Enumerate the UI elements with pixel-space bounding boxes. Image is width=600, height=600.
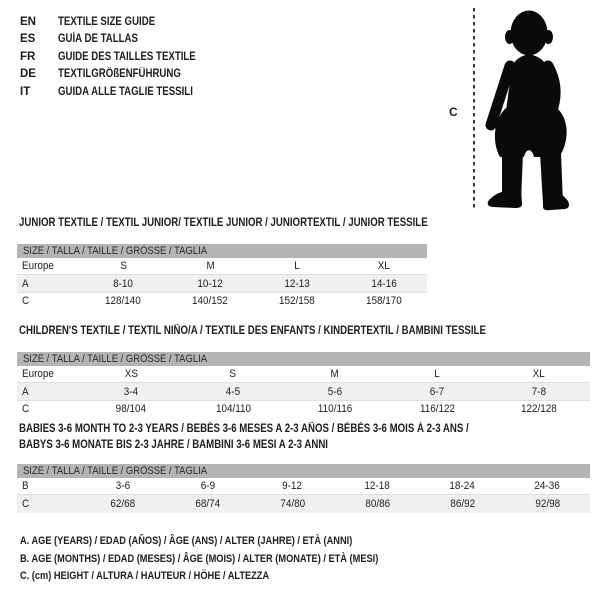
size-cell: 12-18	[364, 480, 391, 493]
table-row	[17, 366, 590, 383]
size-cell: L	[294, 260, 300, 273]
size-cell: XS	[124, 368, 138, 381]
language-code: IT	[20, 85, 31, 98]
table-row	[17, 478, 590, 495]
size-cell: 5-6	[327, 385, 343, 398]
language-code: DE	[20, 68, 36, 81]
height-measure-dashed-line	[473, 8, 475, 209]
table-row	[17, 401, 590, 418]
size-cell: 4-5	[225, 385, 241, 398]
table-header-label: SIZE / TALLA / TAILLE / GRÖSSE / TAGLIA	[23, 465, 208, 477]
size-cell: 10-12	[197, 277, 223, 290]
language-title: TEXTILE SIZE GUIDE	[58, 15, 156, 28]
language-row	[20, 83, 222, 101]
table-row	[17, 293, 427, 310]
table-header-bar	[17, 352, 590, 366]
language-list	[20, 13, 222, 101]
table-title-line: BABIES 3-6 MONTH TO 2-3 YEARS / BEBÉS 3-6 MESES A 2-3 AÑOS / BÉBÉS 3-6 MOIS À 2-3 ANS /	[19, 423, 469, 435]
language-title: GUÍA DE TALLAS	[58, 33, 138, 46]
table-title-line: CHILDREN'S TEXTILE / TEXTIL NIÑO/A / TEXTILE DES ENFANTS / KINDERTEXTIL / BAMBINI TESSILE	[19, 325, 486, 337]
size-cell: 110/116	[317, 403, 353, 416]
table-row	[17, 275, 427, 292]
table-title-line: BABYS 3-6 MONATE BIS 2-3 JAHRE / BAMBINI 3-6 MESI A 2-3 ANNI	[19, 439, 328, 451]
language-code: EN	[20, 15, 36, 28]
size-cell: 92/98	[535, 498, 560, 511]
table-row	[17, 258, 427, 275]
size-cell: 9-12	[282, 480, 303, 493]
table-title	[17, 421, 590, 453]
size-cell: 18-24	[449, 480, 476, 493]
size-cell: 6-9	[200, 480, 215, 493]
table-title	[17, 215, 427, 231]
legend-line: B. AGE (MONTHS) / EDAD (MESES) / ÂGE (MOIS) / ALTER (MONATE) / ETÀ (MESI)	[20, 552, 379, 565]
junior-size-table	[17, 215, 427, 310]
legend-line: A. AGE (YEARS) / EDAD (AÑOS) / ÂGE (ANS) / ALTER (JAHRE) / ETÀ (ANNI)	[20, 535, 353, 547]
row-label: Europe	[22, 368, 54, 381]
row-label: Europe	[22, 260, 54, 273]
table-row	[17, 383, 590, 400]
size-cell: 152/158	[278, 295, 315, 308]
size-cell: 8-10	[113, 277, 134, 290]
size-cell: XL	[532, 368, 546, 381]
size-cell: 3-6	[115, 480, 130, 493]
size-cell: 98/104	[115, 403, 147, 416]
legend-line: C. (cm) HEIGHT / ALTURA / HAUTEUR / HÖHE / ALTEZZA	[20, 570, 270, 583]
size-cell: 3-4	[123, 385, 139, 398]
size-cell: 7-8	[531, 385, 547, 398]
size-cell: 80/86	[365, 498, 390, 511]
language-code: ES	[20, 33, 36, 46]
language-title: GUIDE DES TAILLES TEXTILE	[58, 50, 196, 63]
height-measure-label: C	[449, 105, 458, 119]
table-title-line: JUNIOR TEXTILE / TEXTIL JUNIOR/ TEXTILE JUNIOR / JUNIORTEXTIL / JUNIOR TESSILE	[19, 217, 428, 229]
row-label: A	[22, 277, 29, 290]
table-row	[17, 495, 590, 512]
table-title	[17, 323, 590, 339]
size-cell: 104/110	[215, 403, 251, 416]
table-header-label: SIZE / TALLA / TAILLE / GRÖSSE / TAGLIA	[23, 353, 208, 365]
size-cell: 12-13	[284, 277, 310, 290]
language-code: FR	[20, 50, 36, 63]
language-row	[20, 13, 222, 31]
size-cell: M	[205, 260, 215, 273]
row-label: C	[22, 295, 30, 308]
size-cell: XL	[377, 260, 390, 273]
size-cell: 6-7	[429, 385, 445, 398]
table-header-bar	[17, 244, 427, 258]
size-cell: 158/170	[365, 295, 402, 308]
language-title: GUIDA ALLE TAGLIE TESSILI	[58, 85, 193, 98]
size-cell: M	[330, 368, 340, 381]
size-cell: S	[120, 260, 127, 273]
row-label: A	[22, 385, 29, 398]
children-size-table	[17, 323, 590, 418]
babies-size-table	[17, 421, 590, 513]
size-cell: 74/80	[280, 498, 305, 511]
size-cell: 140/152	[192, 295, 229, 308]
toddler-silhouette-icon	[480, 6, 580, 214]
table-header-label: SIZE / TALLA / TAILLE / GRÖSSE / TAGLIA	[23, 245, 208, 257]
size-cell: 62/68	[110, 498, 135, 511]
language-row	[20, 66, 222, 84]
size-cell: 122/128	[521, 403, 557, 416]
measurement-legend	[20, 533, 447, 586]
size-cell: S	[229, 368, 237, 381]
row-label: C	[22, 498, 30, 511]
size-cell: 68/74	[195, 498, 220, 511]
size-cell: L	[434, 368, 440, 381]
row-label: C	[22, 403, 30, 416]
size-cell: 14-16	[370, 277, 397, 290]
language-row	[20, 48, 222, 66]
size-cell: 116/122	[419, 403, 455, 416]
row-label: B	[22, 480, 29, 493]
language-row	[20, 31, 222, 49]
size-cell: 86/92	[450, 498, 475, 511]
size-cell: 128/140	[105, 295, 142, 308]
table-header-bar	[17, 464, 590, 478]
size-cell: 24-36	[534, 480, 561, 493]
language-title: TEXTILGRÖßENFÜHRUNG	[58, 68, 181, 81]
